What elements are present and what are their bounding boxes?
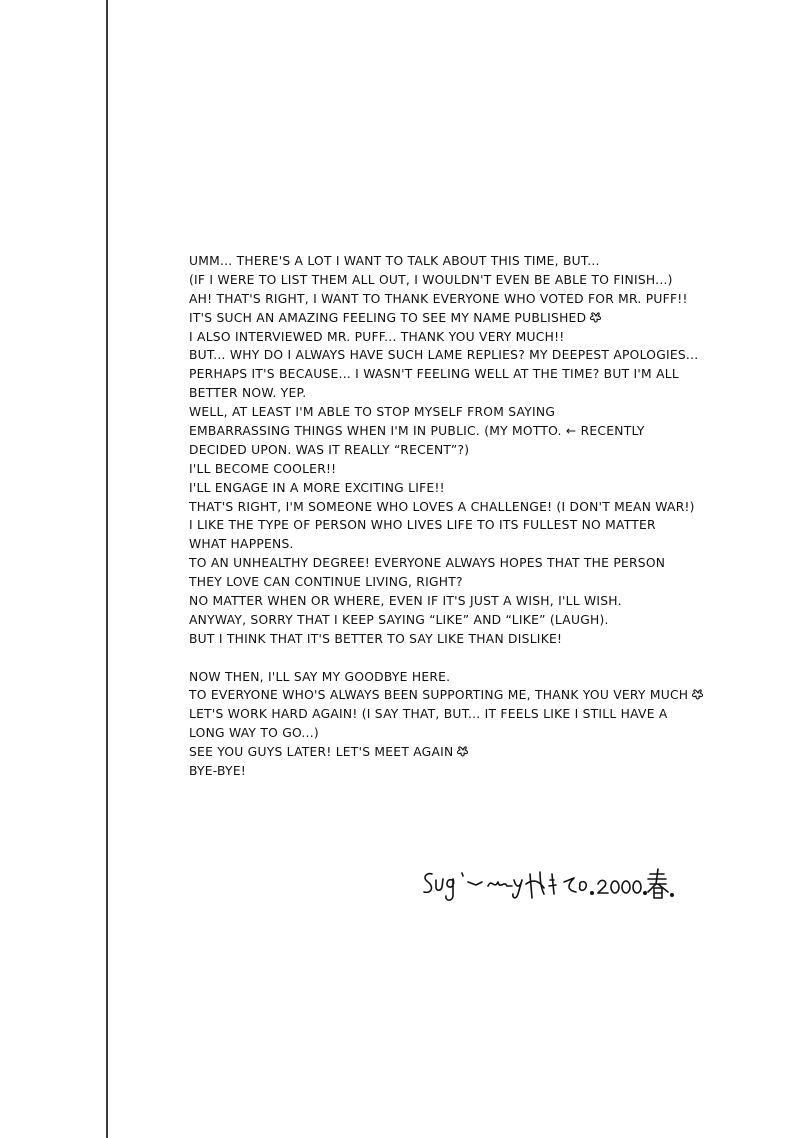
letter-line bbox=[189, 705, 669, 724]
letter-line bbox=[189, 724, 669, 743]
letter-line bbox=[189, 290, 688, 309]
letter-line bbox=[189, 441, 669, 460]
letter-line-text: BUT... WHY DO I ALWAYS HAVE SUCH LAME REPLIES? MY DEEPEST APOLOGIES... bbox=[189, 348, 699, 363]
letter-line-text: I ALSO INTERVIEWED MR. PUFF... THANK YOU VERY MUCH!! bbox=[189, 329, 565, 344]
letter-line-text: I'LL ENGAGE IN A MORE EXCITING LIFE!! bbox=[189, 480, 445, 495]
letter-line-text: SEE YOU GUYS LATER! LET'S MEET AGAIN bbox=[189, 745, 454, 760]
letter-line-text: IT'S SUCH AN AMAZING FEELING TO SEE MY NAME PUBLISHED bbox=[189, 310, 587, 325]
letter-line-text: AH! THAT'S RIGHT, I WANT TO THANK EVERYONE WHO VOTED FOR MR. PUFF!! bbox=[189, 291, 688, 306]
letter-line bbox=[189, 384, 669, 403]
letter-line bbox=[189, 252, 669, 271]
letter-line-text: ANYWAY, SORRY THAT I KEEP SAYING “LIKE” AND “LIKE” (LAUGH). bbox=[189, 612, 609, 627]
letter-line bbox=[189, 479, 669, 498]
letter-line-text: NO MATTER WHEN OR WHERE, EVEN IF IT'S JUST A WISH, I'LL WISH. bbox=[189, 594, 622, 609]
letter-line-text: BUT I THINK THAT IT'S BETTER TO SAY LIKE THAN DISLIKE! bbox=[189, 631, 563, 646]
letter-line-text: BETTER NOW. YEP. bbox=[189, 386, 307, 401]
letter-line bbox=[189, 668, 669, 687]
flower-icon bbox=[589, 310, 603, 324]
letter-line-text: EMBARRASSING THINGS WHEN I'M IN PUBLIC. (MY MOTTO. ← RECENTLY bbox=[189, 424, 645, 439]
flower-icon bbox=[456, 744, 470, 758]
letter-line-text: NOW THEN, I'LL SAY MY GOODBYE HERE. bbox=[189, 669, 451, 684]
letter-line bbox=[189, 498, 695, 517]
letter-line bbox=[189, 535, 669, 554]
letter-line bbox=[189, 365, 679, 384]
letter-line-text: BYE-BYE! bbox=[189, 764, 247, 779]
page-gutter-line bbox=[106, 0, 108, 1138]
letter-line bbox=[189, 630, 669, 649]
letter-line bbox=[189, 743, 669, 762]
letter-line-text: THEY LOVE CAN CONTINUE LIVING, RIGHT? bbox=[189, 575, 463, 590]
letter-line-text: (IF I WERE TO LIST THEM ALL OUT, I WOULDN'T EVEN BE ABLE TO FINISH...) bbox=[189, 272, 673, 287]
letter-line bbox=[189, 573, 669, 592]
letter-line bbox=[189, 554, 669, 573]
letter-line-text: TO EVERYONE WHO'S ALWAYS BEEN SUPPORTING ME, THANK YOU VERY MUCH bbox=[189, 688, 689, 703]
letter-line bbox=[189, 422, 669, 441]
letter-line-text: I'LL BECOME COOLER!! bbox=[189, 461, 337, 476]
letter-line bbox=[189, 516, 669, 535]
letter-line bbox=[189, 271, 673, 290]
afterword-letter bbox=[189, 252, 699, 781]
letter-line-text: THAT'S RIGHT, I'M SOMEONE WHO LOVES A CHALLENGE! (I DON'T MEAN WAR!) bbox=[189, 499, 695, 514]
letter-line-text: DECIDED UPON. WAS IT REALLY “RECENT”?) bbox=[189, 442, 470, 457]
letter-line bbox=[189, 328, 669, 347]
letter-line-text: WHAT HAPPENS. bbox=[189, 537, 294, 552]
letter-line-text: PERHAPS IT'S BECAUSE... I WASN'T FEELING WELL AT THE TIME? BUT I'M ALL bbox=[189, 367, 679, 382]
letter-line bbox=[189, 649, 669, 668]
letter-line bbox=[189, 346, 699, 365]
letter-line-text: LET'S WORK HARD AGAIN! (I SAY THAT, BUT... IT FEELS LIKE I STILL HAVE A bbox=[189, 707, 668, 722]
letter-line-text: I LIKE THE TYPE OF PERSON WHO LIVES LIFE TO ITS FULLEST NO MATTER bbox=[189, 518, 656, 533]
letter-line bbox=[189, 460, 669, 479]
letter-line-text: LONG WAY TO GO...) bbox=[189, 726, 319, 741]
letter-line bbox=[189, 686, 689, 705]
letter-line-text: TO AN UNHEALTHY DEGREE! EVERYONE ALWAYS HOPES THAT THE PERSON bbox=[189, 556, 666, 571]
letter-line bbox=[189, 592, 669, 611]
letter-line bbox=[189, 611, 669, 630]
letter-line bbox=[189, 762, 669, 781]
letter-line bbox=[189, 403, 669, 422]
flower-icon bbox=[691, 687, 705, 701]
handwritten-signature bbox=[418, 860, 698, 908]
letter-line bbox=[189, 309, 669, 328]
letter-line-text: WELL, AT LEAST I'M ABLE TO STOP MYSELF FROM SAYING bbox=[189, 405, 556, 420]
letter-line-text: UMM... THERE'S A LOT I WANT TO TALK ABOUT THIS TIME, BUT... bbox=[189, 254, 600, 268]
